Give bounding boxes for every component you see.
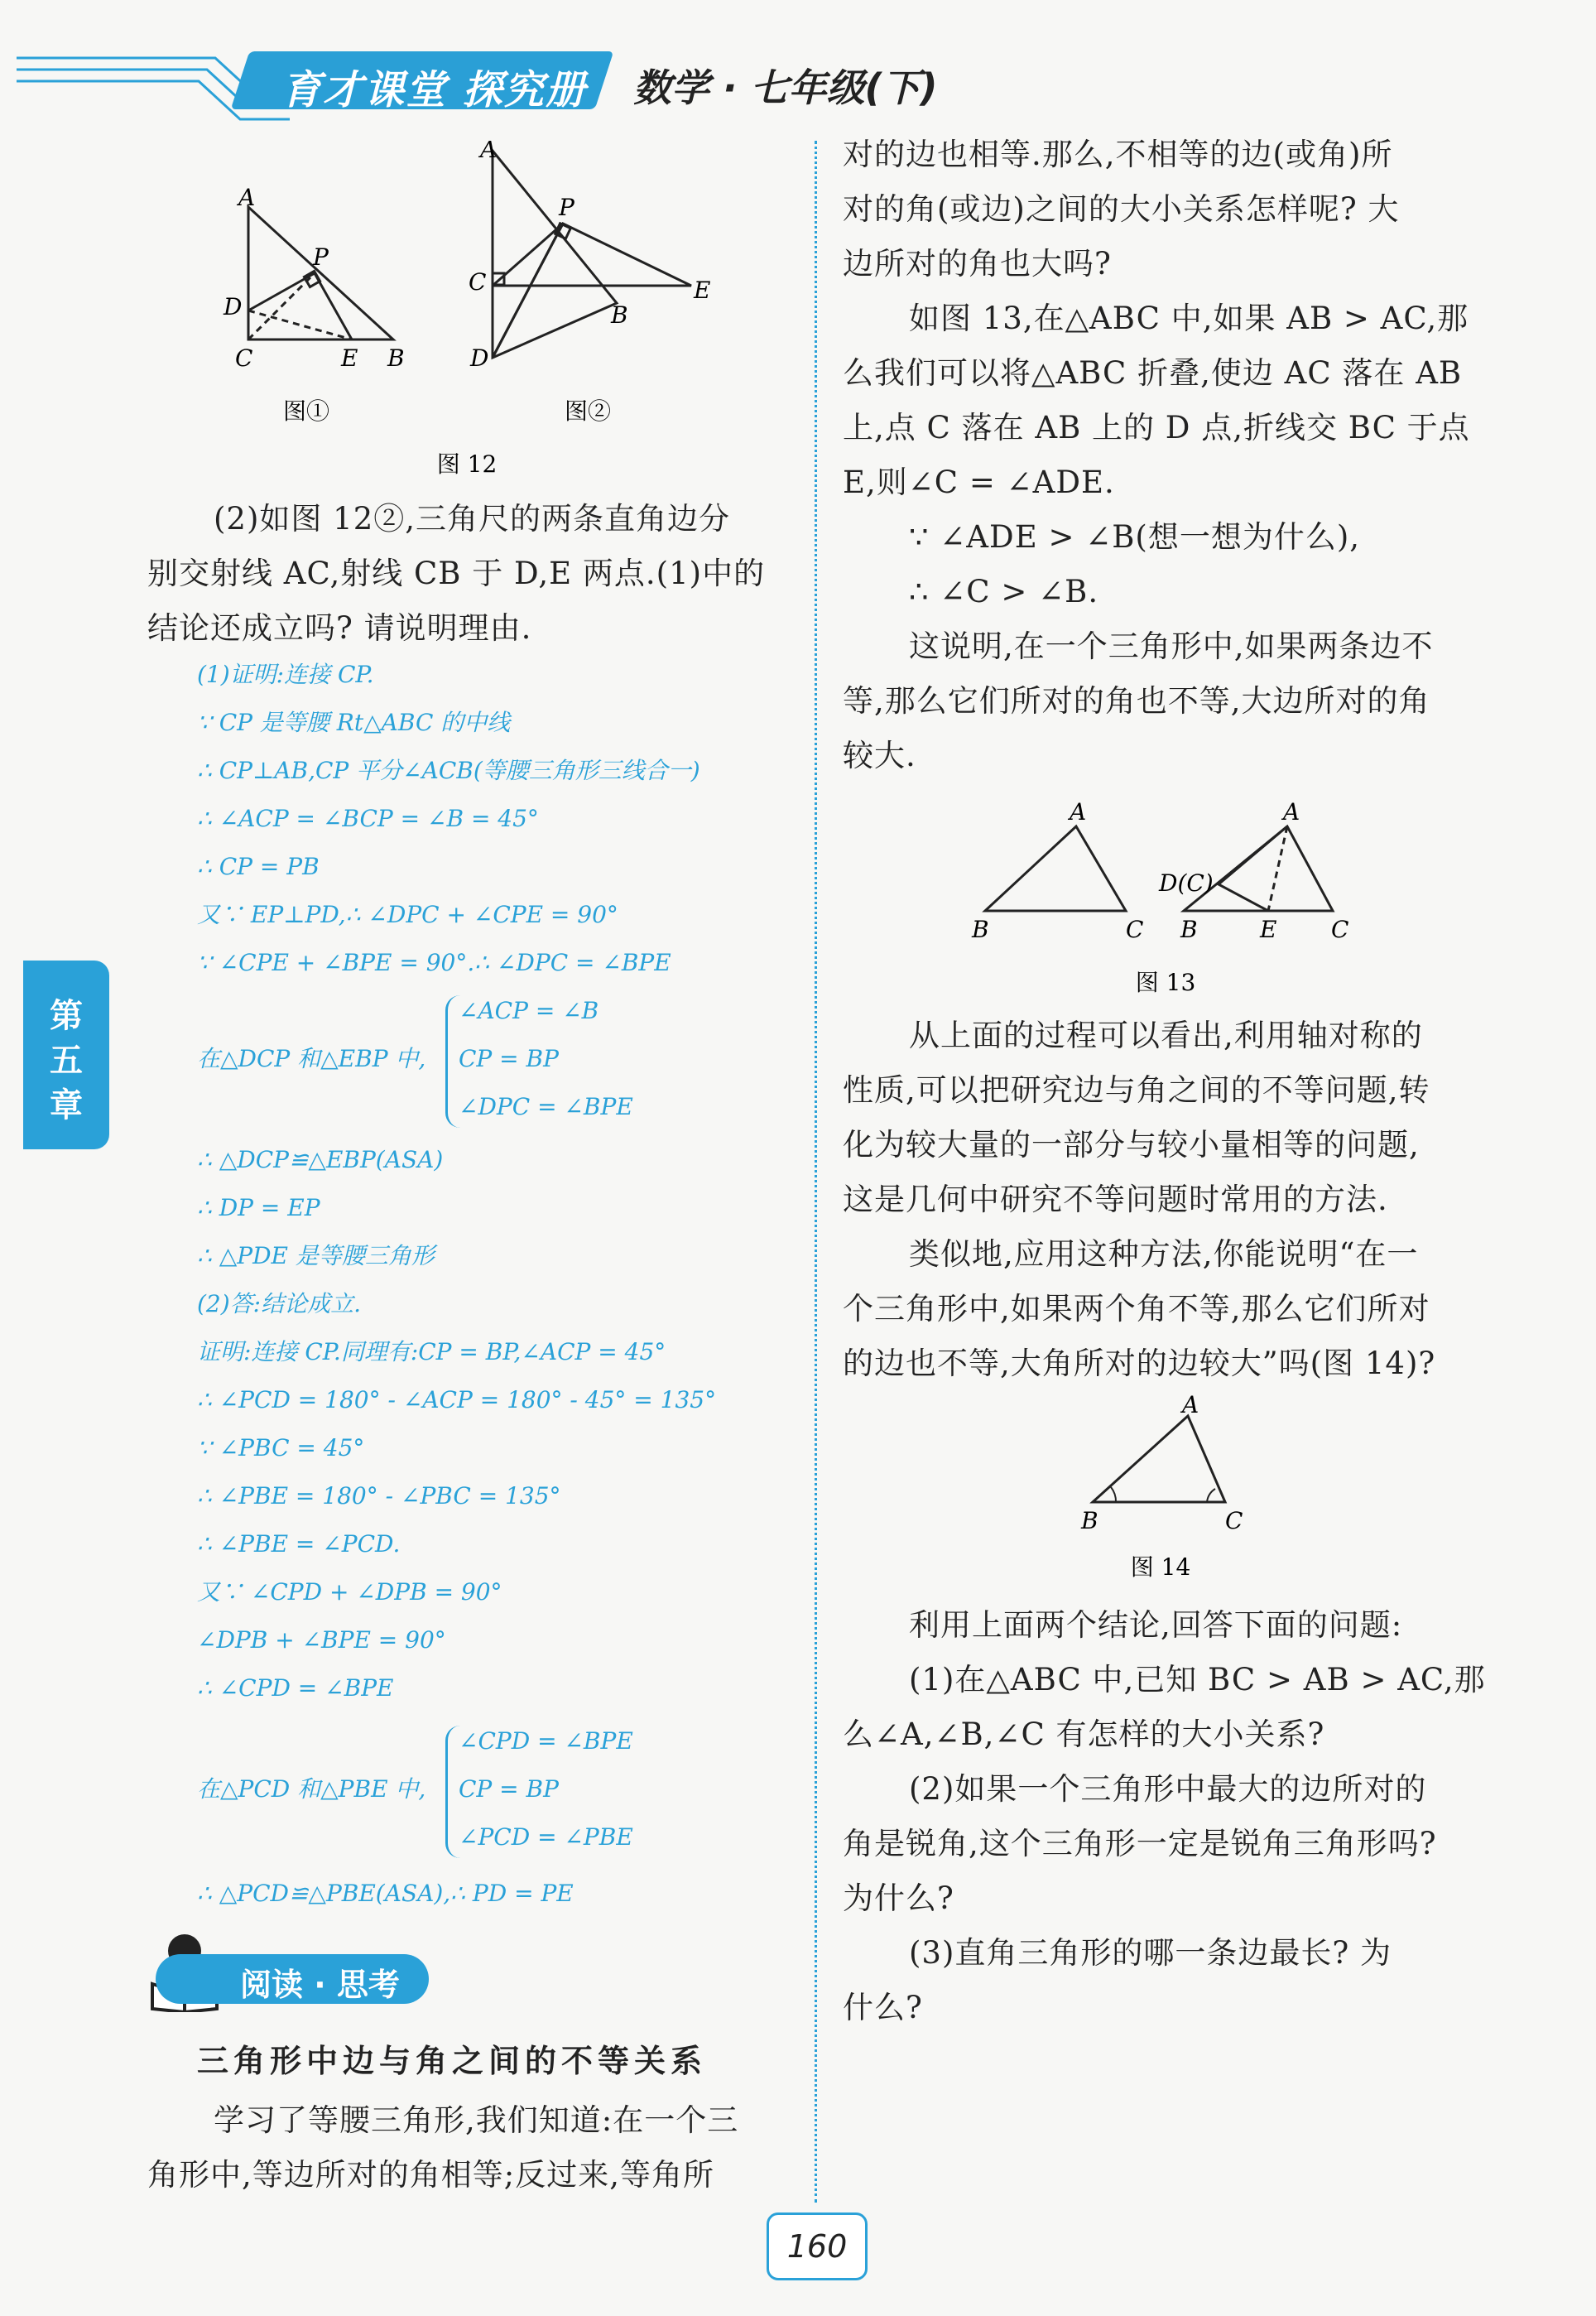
right-line: 边所对的角也大吗? <box>843 246 1112 282</box>
solution-line: 又∵ EP⊥PD,∴ ∠DPC + ∠CPE = 90° <box>197 901 618 928</box>
fig12-1-D: D <box>224 293 243 320</box>
solution-line: ∴ ∠ACP = ∠BCP = ∠B = 45° <box>197 805 539 832</box>
reading-intro <box>147 2093 801 2203</box>
figure-12-2 <box>493 151 691 358</box>
brace-1-line: ∠DPC = ∠BPE <box>459 1093 633 1120</box>
right-line: (3)直角三角形的哪一条边最长? 为 <box>909 1935 1392 1971</box>
fig13-A2: A <box>1283 798 1300 826</box>
fig12-2-C: C <box>469 268 487 296</box>
fig12-sub1: 图① <box>282 397 330 425</box>
figure-14 <box>1068 1393 1267 1591</box>
right-column-top <box>843 128 1571 783</box>
solution-line: ∴ CP = PB <box>197 853 320 880</box>
right-line: (1)在△ABC 中,已知 BC > AB > AC,那 <box>909 1662 1486 1697</box>
right-line: ∵ ∠ADE > ∠B(想一想为什么), <box>909 519 1361 555</box>
fig12-2-B: B <box>611 301 628 329</box>
fig12-2-E: E <box>694 277 711 304</box>
solution-line: 证明:连接 CP.同理有:CP = BP,∠ACP = 45° <box>197 1338 666 1365</box>
solution-line: ∴ ∠PBE = 180° - ∠PBC = 135° <box>197 1482 561 1509</box>
brace-2-line: ∠CPD = ∠BPE <box>459 1727 633 1755</box>
solution-line: ∵ CP 是等腰 Rt△ABC 的中线 <box>197 709 511 736</box>
solution-line: (2)答:结论成立. <box>197 1290 361 1317</box>
reading-badge-label: 阅读 · 思考 <box>240 1967 400 2003</box>
fig12-1-A: A <box>238 184 256 211</box>
right-column-bottom <box>843 1598 1571 2035</box>
page-number: 160 <box>767 2212 868 2280</box>
solution-final: ∴ △PCD≌△PBE(ASA),∴ PD = PE <box>197 1880 574 1907</box>
figure-12-1 <box>248 207 393 339</box>
right-line: 角是锐角,这个三角形一定是锐角三角形吗? <box>843 1826 1437 1861</box>
brace-1-line: ∠ACP = ∠B <box>459 997 599 1024</box>
fig13-C2: C <box>1331 916 1349 943</box>
question-2 <box>147 492 801 656</box>
right-line: 从上面的过程可以看出,利用轴对称的 <box>909 1018 1423 1053</box>
fig13-caption: 图 13 <box>1135 969 1196 996</box>
right-line: 什么? <box>843 1990 923 2025</box>
solution-line: (1)证明:连接 CP. <box>197 661 374 688</box>
fig12-1-B: B <box>387 344 405 372</box>
fig12-2-D: D <box>470 344 489 372</box>
fig13-A1: A <box>1070 798 1087 826</box>
right-column-middle <box>843 1009 1571 1391</box>
right-line: 这说明,在一个三角形中,如果两条边不 <box>909 628 1434 664</box>
right-line: 类似地,应用这种方法,你能说明“在一 <box>909 1236 1419 1272</box>
solution-line: 又∵ ∠CPD + ∠DPB = 90° <box>197 1578 502 1606</box>
right-line: ∴ ∠C > ∠B. <box>909 574 1099 609</box>
fig12-1-C: C <box>235 344 253 372</box>
solution-line: ∴ DP = EP <box>197 1194 320 1221</box>
fig12-2-P: P <box>559 194 574 221</box>
fig13-C1: C <box>1126 916 1144 943</box>
brace-system-1 <box>197 987 793 1136</box>
right-line: 较大. <box>843 738 916 773</box>
solution-line: ∴ △DCP≌△EBP(ASA) <box>197 1146 444 1173</box>
right-line: 么我们可以将△ABC 折叠,使边 AC 落在 AB <box>843 355 1463 391</box>
reading-line: 角形中,等边所对的角相等;反过来,等角所 <box>147 2157 714 2193</box>
right-line: 上,点 C 落在 AB 上的 D 点,折线交 BC 于点 <box>843 410 1470 445</box>
fig12-1-P: P <box>313 243 329 271</box>
reading-line: 学习了等腰三角形,我们知道:在一个三 <box>214 2102 739 2138</box>
brace-2-line: CP = BP <box>459 1775 559 1803</box>
right-line: (2)如果一个三角形中最大的边所对的 <box>909 1771 1427 1807</box>
fig12-2-A: A <box>480 141 498 163</box>
right-line: 么∠A,∠B,∠C 有怎样的大小关系? <box>843 1717 1325 1752</box>
figure-12 <box>141 141 820 489</box>
right-line: 对的角(或边)之间的大小关系怎样呢? 大 <box>843 191 1400 227</box>
question-2-line: (2)如图 12②,三角尺的两条直角边分 <box>214 501 731 537</box>
book-title: 育才课堂 探究册 <box>281 67 587 113</box>
solution-line: ∴ CP⊥AB,CP 平分∠ACB(等腰三角形三线合一) <box>197 757 700 784</box>
question-2-line: 结论还成立吗? 请说明理由. <box>147 610 532 646</box>
solution-line: ∴ ∠PBE = ∠PCD. <box>197 1530 401 1558</box>
brace-system-2 <box>197 1712 793 1870</box>
right-line: 利用上面两个结论,回答下面的问题: <box>909 1607 1403 1643</box>
right-line: 这是几何中研究不等问题时常用的方法. <box>843 1182 1388 1217</box>
fig14-A: A <box>1182 1393 1199 1418</box>
chapter-tab-label: 第五章 <box>50 997 83 1124</box>
fig13-DC: D(C) <box>1159 869 1214 897</box>
fig12-caption: 图 12 <box>436 450 498 478</box>
brace-1-prefix: 在△DCP 和△EBP 中, <box>197 1045 426 1072</box>
figure-13 <box>960 795 1424 1002</box>
solution-line: ∵ ∠PBC = 45° <box>197 1434 365 1461</box>
solution-line: ∴ △PDE 是等腰三角形 <box>197 1242 435 1269</box>
fig13-B2: B <box>1180 916 1198 943</box>
brace-2-prefix: 在△PCD 和△PBE 中, <box>197 1775 426 1803</box>
solution-line: ∠DPB + ∠BPE = 90° <box>197 1626 446 1654</box>
solution-line: ∵ ∠CPE + ∠BPE = 90°.∴ ∠DPC = ∠BPE <box>197 949 671 976</box>
fig14-C: C <box>1225 1507 1243 1534</box>
right-line: 性质,可以把研究边与角之间的不等问题,转 <box>843 1072 1430 1108</box>
right-line: 的边也不等,大角所对的边较大”吗(图 14)? <box>843 1346 1436 1381</box>
fig12-sub2: 图② <box>564 397 612 425</box>
right-line: 如图 13,在△ABC 中,如果 AB > AC,那 <box>909 301 1469 336</box>
fig12-1-E: E <box>341 344 358 372</box>
fig13-E: E <box>1260 916 1277 943</box>
brace-2-line: ∠PCD = ∠PBE <box>459 1823 633 1851</box>
right-line: 化为较大量的一部分与较小量相等的问题, <box>843 1127 1420 1163</box>
question-2-line: 别交射线 AC,射线 CB 于 D,E 两点.(1)中的 <box>147 556 766 591</box>
solution-line: ∴ ∠CPD = ∠BPE <box>197 1674 394 1702</box>
right-line: E,则∠C = ∠ADE. <box>843 465 1115 500</box>
book-subtitle: 数学 · 七年级(下) <box>633 65 938 110</box>
solution-block <box>197 651 793 1918</box>
right-line: 对的边也相等.那么,不相等的边(或角)所 <box>843 137 1393 172</box>
fig13-B1: B <box>972 916 989 943</box>
column-divider <box>815 141 817 2203</box>
right-line: 等,那么它们所对的角也不等,大边所对的角 <box>843 683 1430 719</box>
right-line: 为什么? <box>843 1880 954 1916</box>
section-title: 三角形中边与角之间的不等关系 <box>197 2043 708 2079</box>
solution-line: ∴ ∠PCD = 180° - ∠ACP = 180° - 45° = 135° <box>197 1386 717 1413</box>
brace-1-line: CP = BP <box>459 1045 559 1072</box>
fig14-caption: 图 14 <box>1130 1553 1191 1581</box>
fig14-B: B <box>1081 1507 1098 1534</box>
right-line: 个三角形中,如果两个角不等,那么它们所对 <box>843 1291 1430 1327</box>
